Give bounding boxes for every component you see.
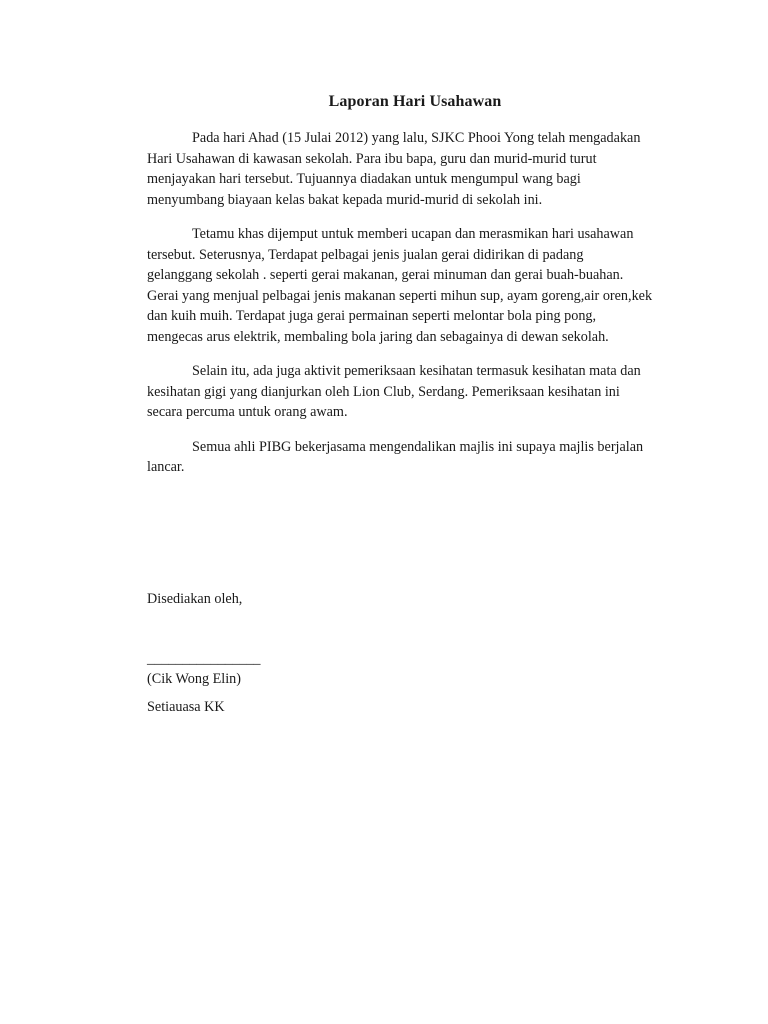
paragraph-line: menjayakan hari tersebut. Tujuannya diadakan untuk mengumpul wang bagi xyxy=(147,171,581,187)
prepared-by-label: Disediakan oleh, xyxy=(147,591,243,607)
paragraph-line: Hari Usahawan di kawasan sekolah. Para ibu bapa, guru dan murid-murid turut xyxy=(147,150,597,167)
paragraph-line: kesihatan gigi yang dianjurkan oleh Lion Club, Serdang. Pemeriksaan kesihatan ini xyxy=(147,383,620,400)
paragraph-line: menyumbang biayaan kelas bakat kepada murid-murid di sekolah ini. xyxy=(147,191,543,208)
paragraph-line: dan kuih muih. Terdapat juga gerai permainan seperti melontar bola ping pong, xyxy=(147,308,597,324)
paragraph-line: Semua ahli PIBG bekerjasama mengendalikan majlis ini supaya majlis berjalan xyxy=(192,438,644,455)
paragraph-line: Selain itu, ada juga aktivit pemeriksaan kesihatan termasuk kesihatan mata dan xyxy=(192,363,641,379)
paragraph-line: Gerai yang menjual pelbagai jenis makanan seperti mihun sup, ayam goreng,air oren,kek xyxy=(147,287,653,304)
signatory-role: Setiauasa KK xyxy=(147,699,225,715)
signatory-name: (Cik Wong Elin) xyxy=(147,671,241,687)
document-body xyxy=(147,128,692,492)
signature-line: ________________ xyxy=(147,651,261,667)
paragraph-line: Pada hari Ahad (15 Julai 2012) yang lalu, SJKC Phooi Yong telah mengadakan xyxy=(192,130,641,146)
document-title: Laporan Hari Usahawan xyxy=(328,93,502,110)
paragraph-1 xyxy=(147,128,692,210)
paragraph-line: gelanggang sekolah . seperti gerai makanan, gerai minuman dan gerai buah-buahan. xyxy=(147,267,624,283)
paragraph-line: tersebut. Seterusnya, Terdapat pelbagai jenis jualan gerai didirikan di padang xyxy=(147,246,584,263)
paragraph-line: mengecas arus elektrik, membaling bola jaring dan sebagainya di dewan sekolah. xyxy=(147,328,609,345)
paragraph-line: secara percuma untuk orang awam. xyxy=(147,404,348,420)
paragraph-line: Tetamu khas dijemput untuk memberi ucapan dan merasmikan hari usahawan xyxy=(192,226,634,242)
paragraph-2 xyxy=(147,224,692,347)
paragraph-3 xyxy=(147,361,692,423)
paragraph-line: lancar. xyxy=(147,459,185,475)
paragraph-4 xyxy=(147,437,692,478)
